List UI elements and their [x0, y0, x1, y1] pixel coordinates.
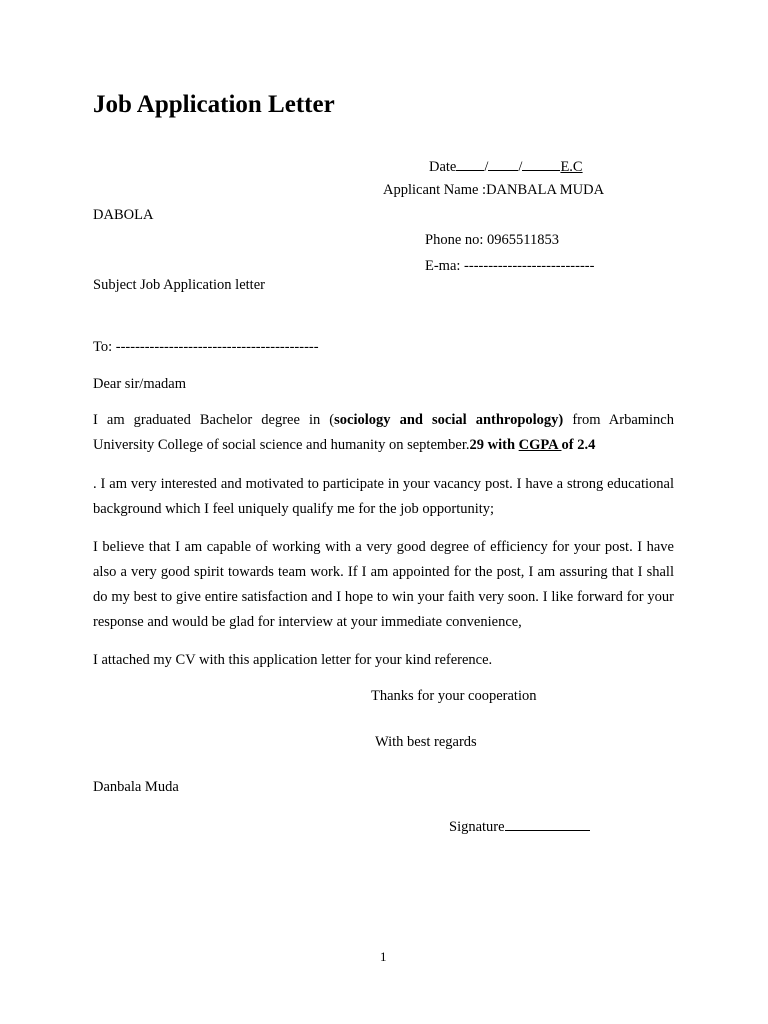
page-number: 1: [380, 949, 387, 964]
paragraph-attachment: I attached my CV with this application letter for your kind reference.: [93, 652, 493, 668]
signature-line: [449, 818, 590, 835]
email-line: E-ma: ---------------------------: [425, 258, 595, 274]
paragraph-motivation: . I am very interested and motivated to participate in your vacancy post. I have a strong educational background which I feel uniquely qualify me for the job opportunity;: [93, 476, 674, 517]
p1-date-bold: 29 with: [469, 437, 519, 453]
date-blank-year: [522, 158, 560, 171]
date-blank-month: [488, 158, 518, 171]
date-suffix: E.C: [560, 159, 583, 175]
date-line: [429, 158, 583, 175]
signature-blank: [505, 818, 590, 831]
applicant-name-line: Applicant Name :DANBALA MUDA: [383, 182, 605, 198]
subject-line: Subject Job Application letter: [93, 277, 265, 293]
p1-field-of-study: sociology and social anthropology): [334, 412, 564, 428]
date-blank-day: [456, 158, 484, 171]
date-sep-1: /: [484, 159, 489, 175]
thanks-line: Thanks for your cooperation: [371, 688, 537, 704]
applicant-name-continuation: DABOLA: [93, 207, 154, 223]
p1-cgpa-label: CGPA: [518, 437, 562, 453]
signature-label: Signature: [449, 819, 505, 835]
p1-text-a: I am graduated Bachelor degree in (: [93, 412, 335, 428]
sender-name: Danbala Muda: [93, 779, 179, 795]
paragraph-education: [93, 408, 674, 458]
phone-line: Phone no: 0965511853: [425, 232, 559, 248]
regards-line: With best regards: [375, 734, 477, 750]
p1-cgpa-value: of 2.4: [561, 437, 596, 453]
p1-text-c: from Arbaminch University College of social science and humanity on september.: [93, 412, 674, 453]
date-sep-2: /: [518, 159, 523, 175]
greeting: Dear sir/madam: [93, 376, 187, 392]
paragraph-capability: I believe that I am capable of working with a very good degree of efficiency for your post. I have also a very good spirit towards team work. If I am appointed for the post, I am assuring that I shall do my best to give entire satisfaction and I hope to win your faith very soon. I like forward for your response and would be glad for interview at your immediate convenience,: [93, 539, 674, 630]
letter-title: Job Application Letter: [93, 91, 335, 118]
to-line: To: ------------------------------------------: [93, 339, 319, 355]
date-label: Date: [429, 159, 457, 175]
